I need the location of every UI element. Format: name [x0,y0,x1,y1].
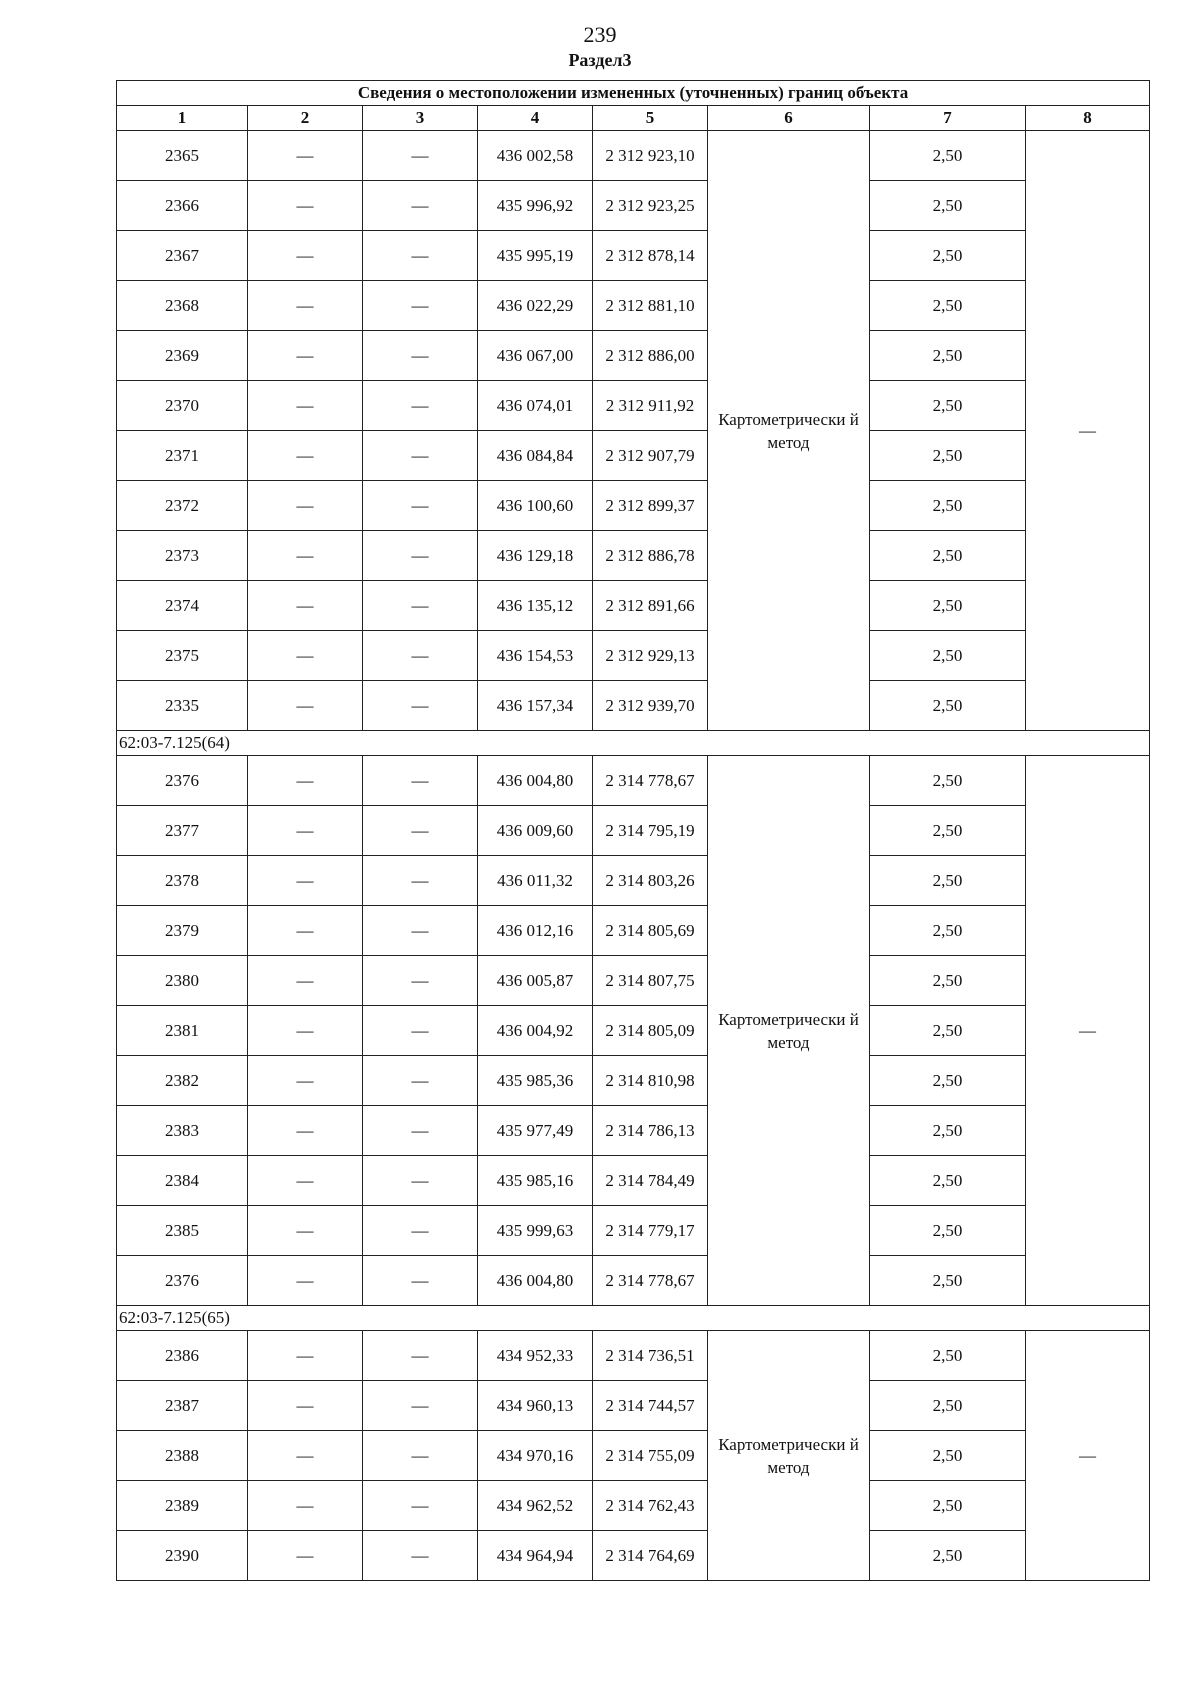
parcel-label: 62:03-7.125(64) [117,731,1150,756]
col3-cell: — [363,631,478,681]
y-coordinate-cell: 2 312 881,10 [593,281,708,331]
accuracy-cell: 2,50 [870,581,1026,631]
col2-cell: — [248,531,363,581]
table-title: Сведения о местоположении измененных (уточненных) границ объекта [117,81,1150,106]
accuracy-cell: 2,50 [870,681,1026,731]
y-coordinate-cell: 2 312 923,25 [593,181,708,231]
accuracy-cell: 2,50 [870,231,1026,281]
table-row [117,531,1150,581]
col2-cell: — [248,1381,363,1431]
x-coordinate-cell: 435 985,16 [478,1156,593,1206]
accuracy-cell: 2,50 [870,856,1026,906]
column-header-row [117,106,1150,131]
y-coordinate-cell: 2 314 778,67 [593,756,708,806]
y-coordinate-cell: 2 314 744,57 [593,1381,708,1431]
y-coordinate-cell: 2 314 803,26 [593,856,708,906]
col2-cell: — [248,481,363,531]
accuracy-cell: 2,50 [870,906,1026,956]
accuracy-cell: 2,50 [870,1381,1026,1431]
point-number-cell: 2373 [117,531,248,581]
table-row [117,906,1150,956]
x-coordinate-cell: 436 067,00 [478,331,593,381]
y-coordinate-cell: 2 312 899,37 [593,481,708,531]
table-row [117,1331,1150,1381]
accuracy-cell: 2,50 [870,381,1026,431]
x-coordinate-cell: 435 999,63 [478,1206,593,1256]
x-coordinate-cell: 435 996,92 [478,181,593,231]
table-row [117,481,1150,531]
table-row [117,756,1150,806]
col3-cell: — [363,1381,478,1431]
parcel-label-row [117,731,1150,756]
col3-cell: — [363,1256,478,1306]
accuracy-cell: 2,50 [870,806,1026,856]
point-number-cell: 2385 [117,1206,248,1256]
col2-cell: — [248,1531,363,1581]
point-number-cell: 2365 [117,131,248,181]
col2-cell: — [248,1056,363,1106]
x-coordinate-cell: 435 995,19 [478,231,593,281]
y-coordinate-cell: 2 312 886,78 [593,531,708,581]
x-coordinate-cell: 436 012,16 [478,906,593,956]
y-coordinate-cell: 2 314 779,17 [593,1206,708,1256]
table-row [117,1206,1150,1256]
point-number-cell: 2367 [117,231,248,281]
col8-cell: — [1026,1331,1150,1581]
point-number-cell: 2387 [117,1381,248,1431]
col3-cell: — [363,431,478,481]
col3-cell: — [363,1156,478,1206]
x-coordinate-cell: 436 011,32 [478,856,593,906]
point-number-cell: 2390 [117,1531,248,1581]
point-number-cell: 2374 [117,581,248,631]
col2-cell: — [248,631,363,681]
col2-cell: — [248,1206,363,1256]
col2-cell: — [248,381,363,431]
column-header: 4 [478,106,593,131]
col2-cell: — [248,281,363,331]
y-coordinate-cell: 2 314 786,13 [593,1106,708,1156]
method-cell: Картометрически й метод [708,1331,870,1581]
accuracy-cell: 2,50 [870,1206,1026,1256]
point-number-cell: 2368 [117,281,248,331]
point-number-cell: 2377 [117,806,248,856]
col3-cell: — [363,531,478,581]
x-coordinate-cell: 436 004,80 [478,1256,593,1306]
accuracy-cell: 2,50 [870,1106,1026,1156]
point-number-cell: 2384 [117,1156,248,1206]
point-number-cell: 2380 [117,956,248,1006]
column-header: 3 [363,106,478,131]
y-coordinate-cell: 2 314 795,19 [593,806,708,856]
accuracy-cell: 2,50 [870,481,1026,531]
column-header: 8 [1026,106,1150,131]
accuracy-cell: 2,50 [870,1256,1026,1306]
table-row [117,381,1150,431]
col2-cell: — [248,681,363,731]
y-coordinate-cell: 2 314 755,09 [593,1431,708,1481]
table-row [117,331,1150,381]
accuracy-cell: 2,50 [870,1156,1026,1206]
col2-cell: — [248,1431,363,1481]
col2-cell: — [248,1106,363,1156]
col2-cell: — [248,581,363,631]
table-row [117,181,1150,231]
y-coordinate-cell: 2 312 939,70 [593,681,708,731]
accuracy-cell: 2,50 [870,131,1026,181]
accuracy-cell: 2,50 [870,756,1026,806]
col3-cell: — [363,956,478,1006]
point-number-cell: 2375 [117,631,248,681]
accuracy-cell: 2,50 [870,431,1026,481]
col3-cell: — [363,1006,478,1056]
col2-cell: — [248,856,363,906]
accuracy-cell: 2,50 [870,331,1026,381]
table-row [117,1531,1150,1581]
table-row [117,431,1150,481]
method-cell: Картометрически й метод [708,756,870,1306]
point-number-cell: 2366 [117,181,248,231]
page-number: 239 [583,22,617,47]
col2-cell: — [248,1156,363,1206]
accuracy-cell: 2,50 [870,1006,1026,1056]
x-coordinate-cell: 436 004,80 [478,756,593,806]
x-coordinate-cell: 436 009,60 [478,806,593,856]
y-coordinate-cell: 2 314 762,43 [593,1481,708,1531]
x-coordinate-cell: 434 964,94 [478,1531,593,1581]
y-coordinate-cell: 2 312 878,14 [593,231,708,281]
y-coordinate-cell: 2 314 736,51 [593,1331,708,1381]
col2-cell: — [248,181,363,231]
table-row [117,581,1150,631]
accuracy-cell: 2,50 [870,181,1026,231]
boundary-table [116,80,1150,1581]
column-header: 1 [117,106,248,131]
accuracy-cell: 2,50 [870,631,1026,681]
accuracy-cell: 2,50 [870,1431,1026,1481]
y-coordinate-cell: 2 312 929,13 [593,631,708,681]
accuracy-cell: 2,50 [870,1056,1026,1106]
x-coordinate-cell: 436 074,01 [478,381,593,431]
column-header: 6 [708,106,870,131]
col2-cell: — [248,1006,363,1056]
accuracy-cell: 2,50 [870,1331,1026,1381]
section-label: Раздел3 [568,50,632,70]
col3-cell: — [363,1056,478,1106]
y-coordinate-cell: 2 312 911,92 [593,381,708,431]
table-row [117,231,1150,281]
point-number-cell: 2335 [117,681,248,731]
accuracy-cell: 2,50 [870,281,1026,331]
y-coordinate-cell: 2 314 805,69 [593,906,708,956]
col2-cell: — [248,756,363,806]
col3-cell: — [363,481,478,531]
col3-cell: — [363,806,478,856]
table-row [117,131,1150,181]
col3-cell: — [363,756,478,806]
point-number-cell: 2379 [117,906,248,956]
col2-cell: — [248,1481,363,1531]
point-number-cell: 2376 [117,1256,248,1306]
point-number-cell: 2372 [117,481,248,531]
col3-cell: — [363,181,478,231]
col3-cell: — [363,231,478,281]
point-number-cell: 2386 [117,1331,248,1381]
x-coordinate-cell: 436 084,84 [478,431,593,481]
point-number-cell: 2371 [117,431,248,481]
accuracy-cell: 2,50 [870,956,1026,1006]
parcel-label: 62:03-7.125(65) [117,1306,1150,1331]
col3-cell: — [363,1431,478,1481]
point-number-cell: 2382 [117,1056,248,1106]
col3-cell: — [363,856,478,906]
col2-cell: — [248,956,363,1006]
y-coordinate-cell: 2 314 810,98 [593,1056,708,1106]
x-coordinate-cell: 436 022,29 [478,281,593,331]
x-coordinate-cell: 436 129,18 [478,531,593,581]
point-number-cell: 2389 [117,1481,248,1531]
y-coordinate-cell: 2 314 784,49 [593,1156,708,1206]
col3-cell: — [363,1106,478,1156]
y-coordinate-cell: 2 314 807,75 [593,956,708,1006]
x-coordinate-cell: 436 157,34 [478,681,593,731]
point-number-cell: 2381 [117,1006,248,1056]
method-cell: Картометрически й метод [708,131,870,731]
col3-cell: — [363,281,478,331]
col2-cell: — [248,1331,363,1381]
x-coordinate-cell: 436 135,12 [478,581,593,631]
table-row [117,631,1150,681]
col2-cell: — [248,331,363,381]
point-number-cell: 2376 [117,756,248,806]
y-coordinate-cell: 2 314 778,67 [593,1256,708,1306]
x-coordinate-cell: 434 952,33 [478,1331,593,1381]
column-header: 5 [593,106,708,131]
table-row [117,1006,1150,1056]
col2-cell: — [248,906,363,956]
x-coordinate-cell: 435 985,36 [478,1056,593,1106]
column-header: 2 [248,106,363,131]
col2-cell: — [248,431,363,481]
col8-cell: — [1026,131,1150,731]
table-row [117,1481,1150,1531]
y-coordinate-cell: 2 312 891,66 [593,581,708,631]
col3-cell: — [363,331,478,381]
point-number-cell: 2369 [117,331,248,381]
y-coordinate-cell: 2 312 923,10 [593,131,708,181]
x-coordinate-cell: 434 960,13 [478,1381,593,1431]
y-coordinate-cell: 2 314 805,09 [593,1006,708,1056]
col3-cell: — [363,381,478,431]
x-coordinate-cell: 434 970,16 [478,1431,593,1481]
point-number-cell: 2388 [117,1431,248,1481]
table-row [117,1106,1150,1156]
col3-cell: — [363,1206,478,1256]
col3-cell: — [363,1481,478,1531]
y-coordinate-cell: 2 314 764,69 [593,1531,708,1581]
col3-cell: — [363,131,478,181]
table-row [117,1256,1150,1306]
x-coordinate-cell: 435 977,49 [478,1106,593,1156]
parcel-label-row [117,1306,1150,1331]
col2-cell: — [248,231,363,281]
column-header: 7 [870,106,1026,131]
col3-cell: — [363,1331,478,1381]
x-coordinate-cell: 436 004,92 [478,1006,593,1056]
col2-cell: — [248,806,363,856]
point-number-cell: 2383 [117,1106,248,1156]
x-coordinate-cell: 436 002,58 [478,131,593,181]
point-number-cell: 2378 [117,856,248,906]
table-row [117,1056,1150,1106]
table-row [117,1431,1150,1481]
x-coordinate-cell: 434 962,52 [478,1481,593,1531]
table-row [117,856,1150,906]
table-row [117,806,1150,856]
col2-cell: — [248,1256,363,1306]
x-coordinate-cell: 436 100,60 [478,481,593,531]
table-row [117,681,1150,731]
x-coordinate-cell: 436 154,53 [478,631,593,681]
y-coordinate-cell: 2 312 907,79 [593,431,708,481]
accuracy-cell: 2,50 [870,1481,1026,1531]
table-row [117,281,1150,331]
col2-cell: — [248,131,363,181]
col3-cell: — [363,1531,478,1581]
col3-cell: — [363,581,478,631]
accuracy-cell: 2,50 [870,1531,1026,1581]
col3-cell: — [363,681,478,731]
table-row [117,956,1150,1006]
table-row [117,1381,1150,1431]
y-coordinate-cell: 2 312 886,00 [593,331,708,381]
point-number-cell: 2370 [117,381,248,431]
table-row [117,1156,1150,1206]
col3-cell: — [363,906,478,956]
accuracy-cell: 2,50 [870,531,1026,581]
x-coordinate-cell: 436 005,87 [478,956,593,1006]
col8-cell: — [1026,756,1150,1306]
